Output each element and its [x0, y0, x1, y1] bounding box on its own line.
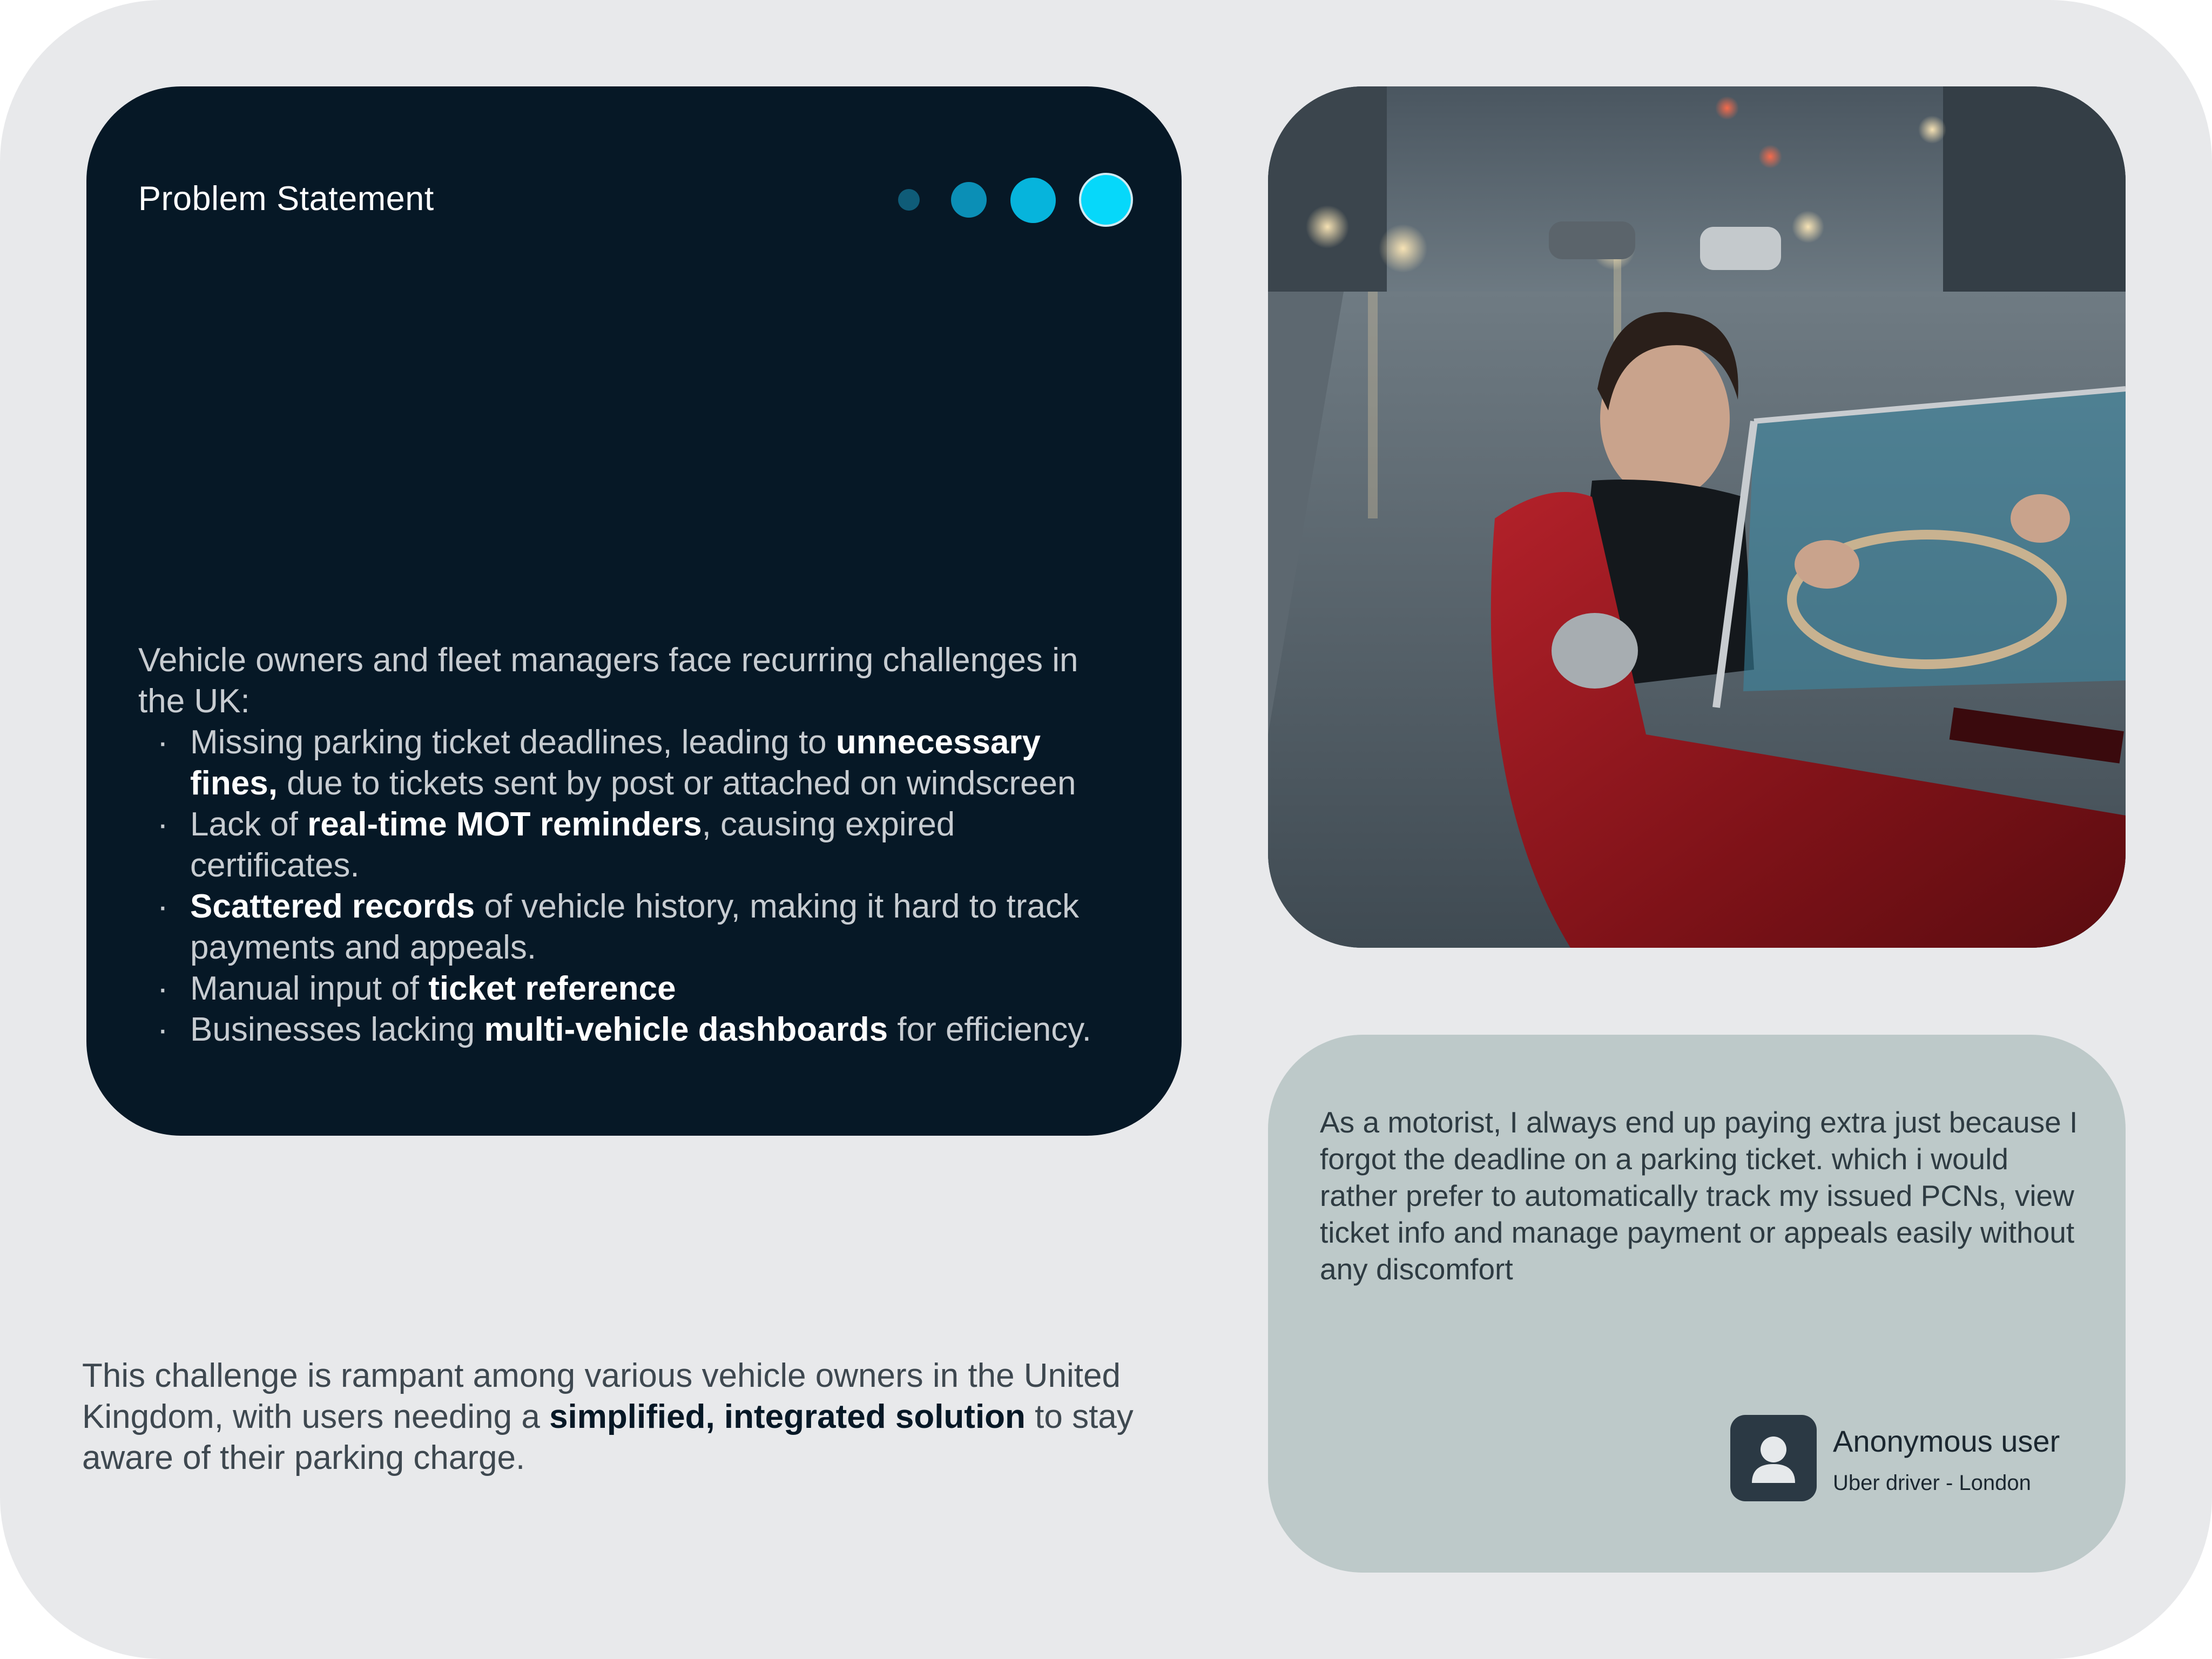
testimonial-card [1268, 1035, 2126, 1573]
progress-dot-3[interactable] [1010, 178, 1056, 223]
item-text: Lack of [190, 806, 308, 843]
item-text: for efficiency. [888, 1011, 1091, 1048]
summary-text-end: to stay aware of their parking charge. [82, 1398, 1134, 1476]
item-text: due to tickets sent by post or attached on windscreen [277, 765, 1076, 802]
list-item [138, 804, 1132, 886]
user-icon [1752, 1434, 1795, 1483]
progress-dot-4-active[interactable] [1079, 173, 1133, 227]
problem-description [138, 640, 1132, 1050]
progress-dot-2[interactable] [951, 182, 987, 218]
problem-statement-card [86, 86, 1182, 1136]
item-highlight: real-time MOT reminders [307, 806, 702, 843]
progress-dots [898, 173, 1114, 227]
list-item [138, 1009, 1132, 1050]
item-highlight: multi-vehicle dashboards [484, 1011, 888, 1048]
summary-text-start: This challenge is rampant among various vehicle owners in the United Kingdom, with users needing a [82, 1357, 1121, 1435]
author-role: Uber driver - London [1833, 1471, 2031, 1495]
item-highlight: ticket reference [428, 970, 676, 1007]
item-highlight: Scattered records [190, 888, 475, 925]
item-text: Manual input of [190, 970, 429, 1007]
item-text: , causing expired certificates. [190, 806, 955, 884]
item-text: Businesses lacking [190, 1011, 484, 1048]
list-item [138, 886, 1132, 968]
challenge-list [138, 722, 1132, 1050]
summary-highlight: simplified, integrated solution [549, 1398, 1026, 1435]
photo-illustration [1268, 86, 2126, 948]
progress-dot-1[interactable] [898, 189, 920, 211]
item-highlight: unnecessary fines, [190, 724, 1041, 802]
testimonial-quote: As a motorist, I always end up paying extra just because I forgot the deadline on a parking ticket. which i would rather prefer to automatically track my issued PCNs, view ticket info and manage payment or appeals easily without any discomfort [1320, 1105, 2078, 1286]
man-in-red-convertible-photo [1268, 86, 2126, 948]
author-name: Anonymous user [1833, 1424, 2060, 1458]
item-text: Missing parking ticket deadlines, leading to [190, 724, 836, 761]
list-item [138, 722, 1132, 804]
testimonial-author [1730, 1415, 2108, 1507]
avatar [1730, 1415, 1817, 1501]
list-item [138, 968, 1132, 1009]
problem-statement-title: Problem Statement [138, 180, 434, 218]
problem-intro: Vehicle owners and fleet managers face recurring challenges in the UK: [138, 642, 1078, 720]
summary-text [82, 1355, 1205, 1479]
item-text: of vehicle history, making it hard to track payments and appeals. [190, 888, 1080, 966]
